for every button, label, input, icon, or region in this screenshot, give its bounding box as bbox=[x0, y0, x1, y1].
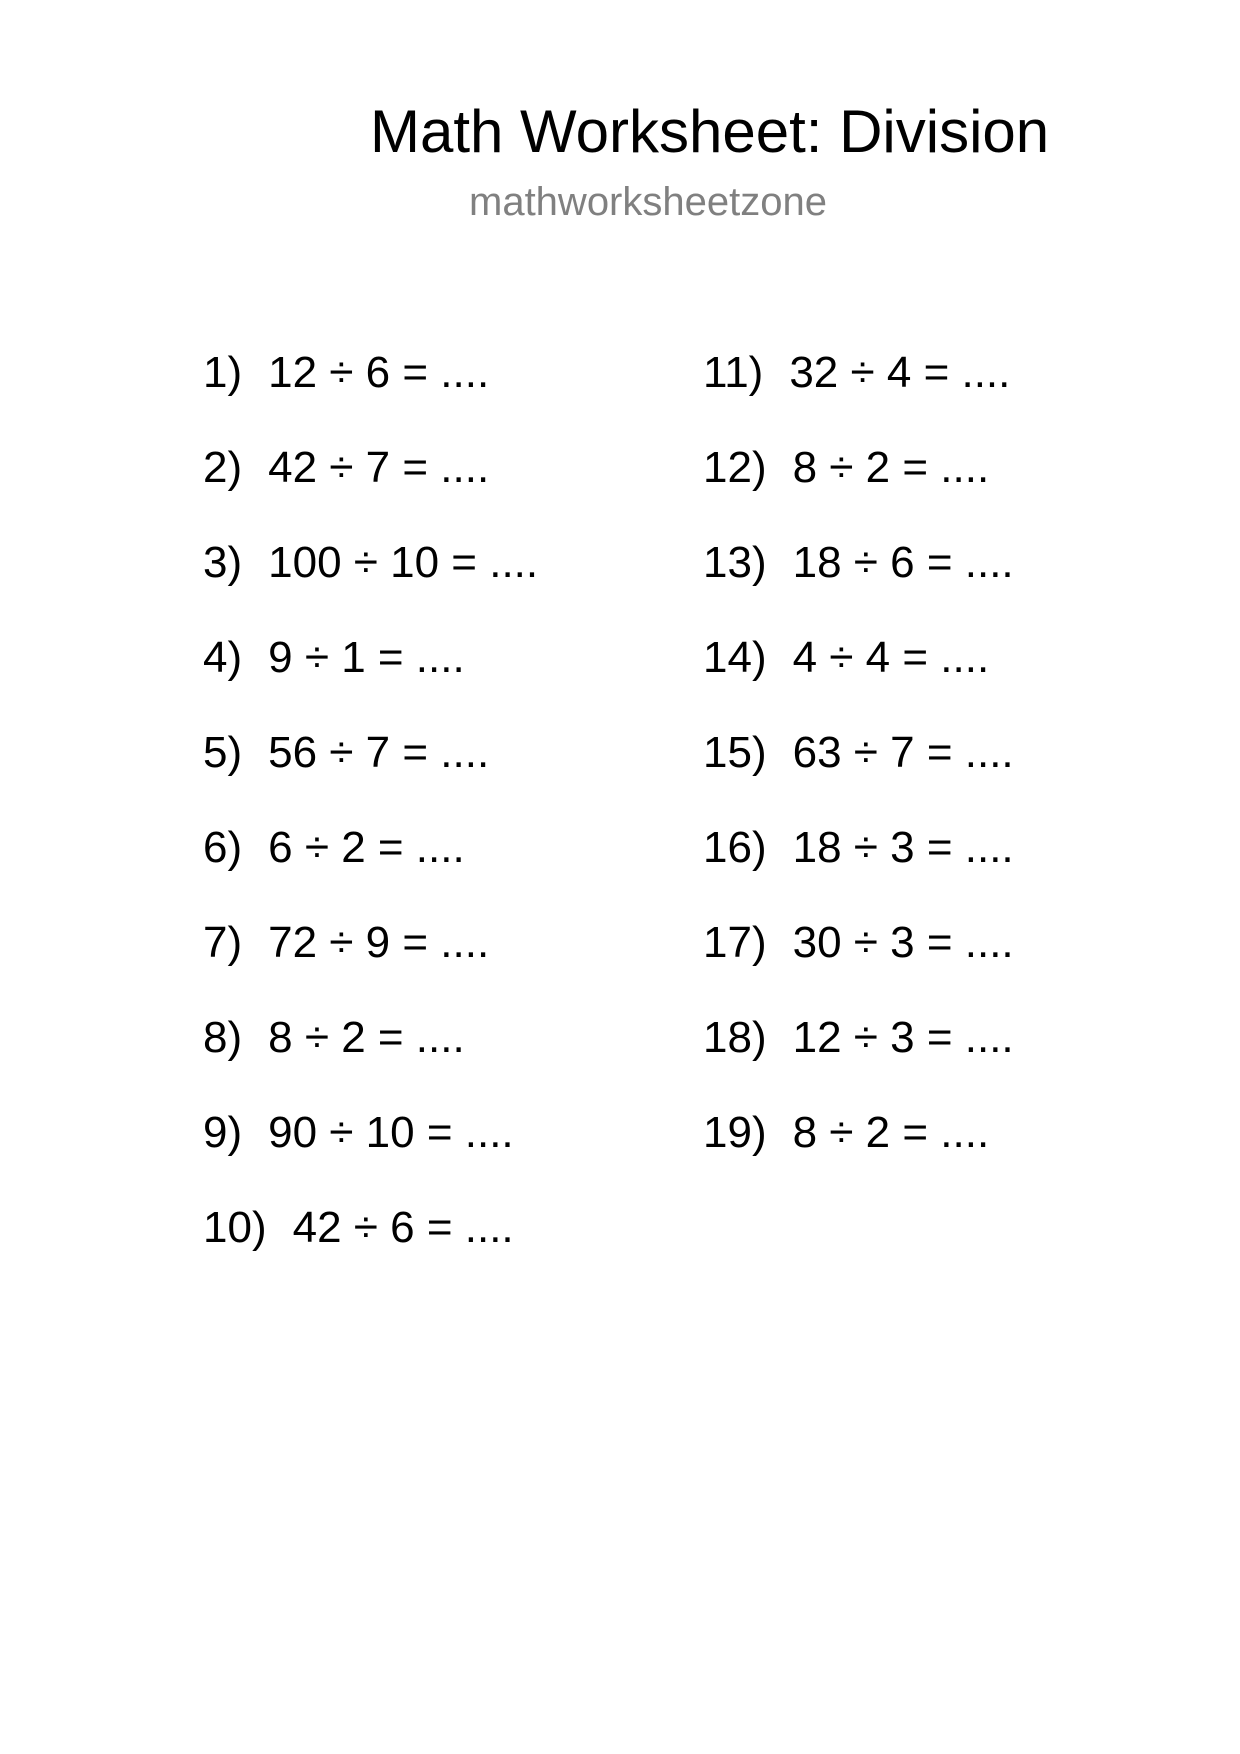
problem-number: 10) bbox=[203, 1203, 267, 1252]
problem-14 bbox=[703, 632, 989, 684]
problem-expression: 8 ÷ 2 = .... bbox=[268, 1013, 465, 1062]
problem-number: 7) bbox=[203, 918, 243, 967]
problem-number: 2) bbox=[203, 443, 243, 492]
problem-number: 17) bbox=[703, 918, 767, 967]
problem-expression: 8 ÷ 2 = .... bbox=[792, 443, 990, 492]
problem-expression: 4 ÷ 4 = .... bbox=[792, 633, 990, 682]
problem-expression: 63 ÷ 7 = .... bbox=[792, 728, 1014, 777]
problem-expression: 6 ÷ 2 = .... bbox=[268, 823, 465, 872]
problem-number: 12) bbox=[703, 443, 767, 492]
problem-11 bbox=[703, 347, 1010, 399]
problem-expression: 32 ÷ 4 = .... bbox=[789, 348, 1011, 397]
problem-9 bbox=[203, 1107, 514, 1159]
problem-17 bbox=[703, 917, 1014, 969]
worksheet-source: mathworksheetzone bbox=[469, 180, 827, 224]
problem-number: 18) bbox=[703, 1013, 767, 1062]
problem-15 bbox=[703, 727, 1014, 779]
problem-1 bbox=[203, 347, 489, 399]
problem-7 bbox=[203, 917, 489, 969]
problem-expression: 12 ÷ 3 = .... bbox=[792, 1013, 1014, 1062]
problem-expression: 56 ÷ 7 = .... bbox=[268, 728, 490, 777]
problem-2 bbox=[203, 442, 489, 494]
problem-8 bbox=[203, 1012, 465, 1064]
worksheet-title: Math Worksheet: Division bbox=[370, 98, 1050, 165]
problem-expression: 12 ÷ 6 = .... bbox=[268, 348, 490, 397]
problem-expression: 18 ÷ 6 = .... bbox=[792, 538, 1014, 587]
problem-3 bbox=[203, 537, 538, 589]
problem-expression: 18 ÷ 3 = .... bbox=[792, 823, 1014, 872]
problem-number: 16) bbox=[703, 823, 767, 872]
problem-expression: 72 ÷ 9 = .... bbox=[268, 918, 490, 967]
problem-expression: 42 ÷ 6 = .... bbox=[292, 1203, 514, 1252]
problem-5 bbox=[203, 727, 489, 779]
problem-number: 4) bbox=[203, 633, 243, 682]
problem-number: 14) bbox=[703, 633, 767, 682]
problem-10 bbox=[203, 1202, 514, 1254]
problem-expression: 30 ÷ 3 = .... bbox=[792, 918, 1014, 967]
problem-expression: 100 ÷ 10 = .... bbox=[268, 538, 539, 587]
problem-18 bbox=[703, 1012, 1014, 1064]
problem-number: 13) bbox=[703, 538, 767, 587]
problem-expression: 9 ÷ 1 = .... bbox=[268, 633, 465, 682]
problem-number: 5) bbox=[203, 728, 243, 777]
problem-expression: 90 ÷ 10 = .... bbox=[268, 1108, 514, 1157]
problem-number: 6) bbox=[203, 823, 243, 872]
problem-4 bbox=[203, 632, 465, 684]
problem-number: 11) bbox=[703, 348, 764, 397]
problem-number: 19) bbox=[703, 1108, 767, 1157]
problem-expression: 8 ÷ 2 = .... bbox=[792, 1108, 990, 1157]
problem-expression: 42 ÷ 7 = .... bbox=[268, 443, 490, 492]
problem-6 bbox=[203, 822, 465, 874]
problem-number: 1) bbox=[203, 348, 243, 397]
problem-number: 15) bbox=[703, 728, 767, 777]
problem-number: 9) bbox=[203, 1108, 243, 1157]
problem-number: 3) bbox=[203, 538, 243, 587]
problem-13 bbox=[703, 537, 1014, 589]
problem-16 bbox=[703, 822, 1014, 874]
problem-19 bbox=[703, 1107, 989, 1159]
problem-12 bbox=[703, 442, 989, 494]
problem-number: 8) bbox=[203, 1013, 243, 1062]
